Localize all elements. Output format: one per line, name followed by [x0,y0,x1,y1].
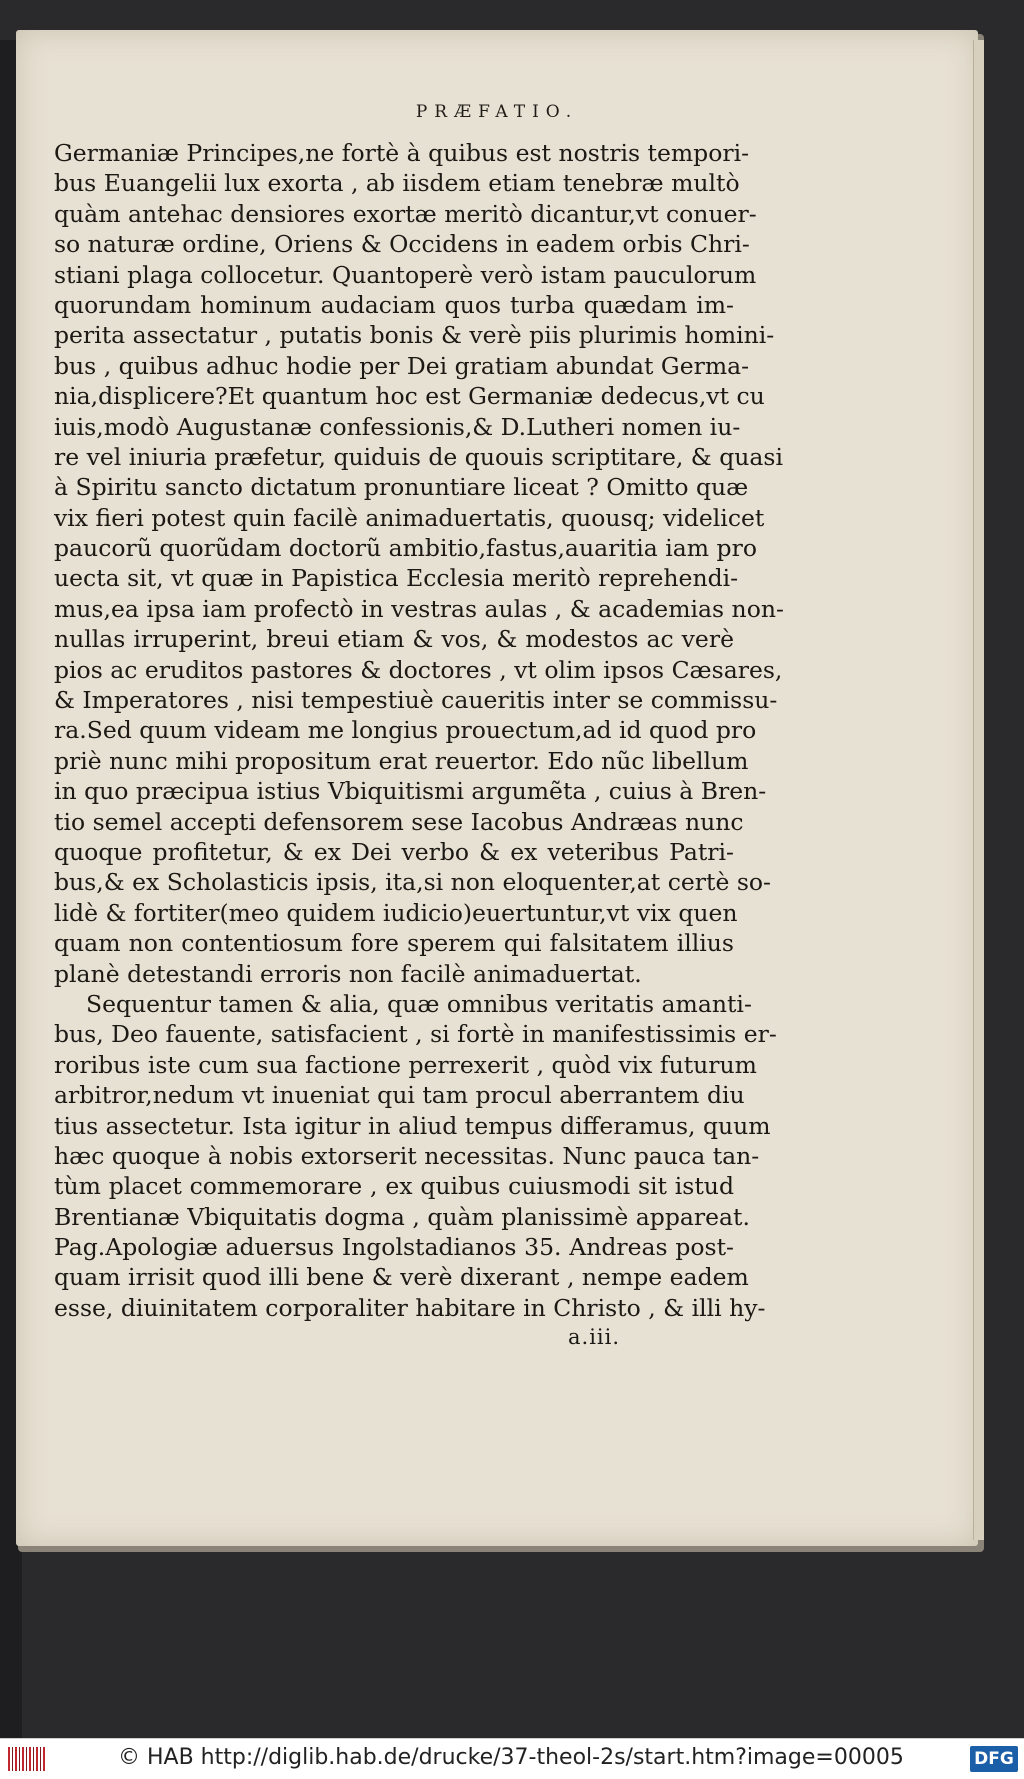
text-line: & Imperatores , nisi tempestiuè caueritis inter se commissu- [54,686,778,715]
text-line: nia,displicere?Et quantum hoc est Germaniæ dedecus,vt cu [54,382,765,411]
text-line: quam irrisit quod illi bene & verè dixerant , nempe eadem [54,1263,749,1292]
book-page [16,30,978,1546]
text-line: bus,& ex Scholasticis ipsis, ita,si non eloquenter,at certè so- [54,868,771,897]
text-line: quoque profitetur, & ex Dei verbo & ex veteribus Patri- [54,837,734,866]
hab-logo-icon [8,1747,46,1771]
text-line: quorundam hominum audaciam quos turba quædam im- [54,290,734,319]
text-line: tio semel accepti defensorem sese Iacobus Andræas nunc [54,807,744,836]
text-line: mus,ea ipsa iam profectò in vestras aulas , & academias non- [54,594,784,623]
text-line: in quo præcipua istius Vbiquitismi argumẽta , cuius à Bren- [54,777,767,806]
text-line: roribus iste cum sua factione perrexerit , quòd vix futurum [54,1050,757,1079]
text-line: stiani plaga collocetur. Quantoperè verò istam pauculorum [54,260,757,289]
text-line: lidè & fortiter(meo quidem iudicio)euertuntur,vt vix quen [54,898,738,927]
text-line: perita assectatur , putatis bonis & verè piis plurimis homini- [54,321,775,350]
dfg-logo: DFG [970,1746,1018,1772]
text-line: Germaniæ Principes,ne fortè à quibus est nostris tempori- [54,139,750,167]
text-line: quàm antehac densiores exortæ meritò dicantur,vt conuer- [54,199,757,228]
text-line: so naturæ ordine, Oriens & Occidens in eadem orbis Chri- [54,230,750,259]
text-line: vix fieri potest quin facilè animaduertatis, quousq; videlicet [54,503,765,532]
page-body [54,138,784,1323]
text-line: hæc quoque à nobis extorserit necessitas. Nunc pauca tan- [54,1141,760,1170]
text-line: tùm placet commemorare , ex quibus cuiusmodi sit istud [54,1172,734,1201]
text-line: iuis,modò Augustanæ confessionis,& D.Lutheri nomen iu- [54,412,741,441]
text-line: nullas irruperint, breui etiam & vos, & modestos ac verè [54,625,734,654]
copyright-url[interactable]: © HAB http://diglib.hab.de/drucke/37-theol-2s/start.htm?image=00005 [118,1745,904,1770]
text-line: priè nunc mihi propositum erat reuertor. Edo nũc libellum [54,746,749,775]
text-line: esse, diuinitatem corporaliter habitare in Christo , & illi hy- [54,1293,766,1322]
text-line: bus Euangelii lux exorta , ab iisdem etiam tenebræ multò [54,169,740,198]
page-edge [973,40,984,1540]
signature-mark: a.iii. [568,1325,621,1349]
page-header: PRÆFATIO. [415,102,579,122]
viewer-footer [0,1738,1024,1779]
text-line: paucorũ quorũdam doctorũ ambitio,fastus,auaritia iam pro [54,534,757,563]
text-line: uecta sit, vt quæ in Papistica Ecclesia meritò reprehendi- [54,564,739,593]
text-line: à Spiritu sancto dictatum pronuntiare liceat ? Omitto quæ [54,473,749,502]
text-line: Brentianæ Vbiquitatis dogma , quàm planissimè appareat. [54,1202,750,1231]
text-line: planè detestandi erroris non facilè animaduertat. [54,959,642,988]
text-line: Sequentur tamen & alia, quæ omnibus veritatis amanti- [86,989,752,1018]
text-line: arbitror,nedum vt inueniat qui tam procul aberrantem diu [54,1081,745,1110]
text-line: Pag.Apologiæ aduersus Ingolstadianos 35. Andreas post- [54,1233,734,1262]
text-line: ra.Sed quum videam me longius prouectum,ad id quod pro [54,716,757,745]
text-line: pios ac eruditos pastores & doctores , vt olim ipsos Cæsares, [54,655,783,684]
text-line: bus , quibus adhuc hodie per Dei gratiam abundat Germa- [54,351,750,380]
text-line: quam non contentiosum fore sperem qui falsitatem illius [54,929,734,958]
text-line: bus, Deo fauente, satisfacient , si fortè in manifestissimis er- [54,1020,777,1049]
text-line: re vel iniuria præfetur, quiduis de quouis scriptitare, & quasi [54,442,783,471]
text-line: tius assectetur. Ista igitur in aliud tempus differamus, quum [54,1111,771,1140]
